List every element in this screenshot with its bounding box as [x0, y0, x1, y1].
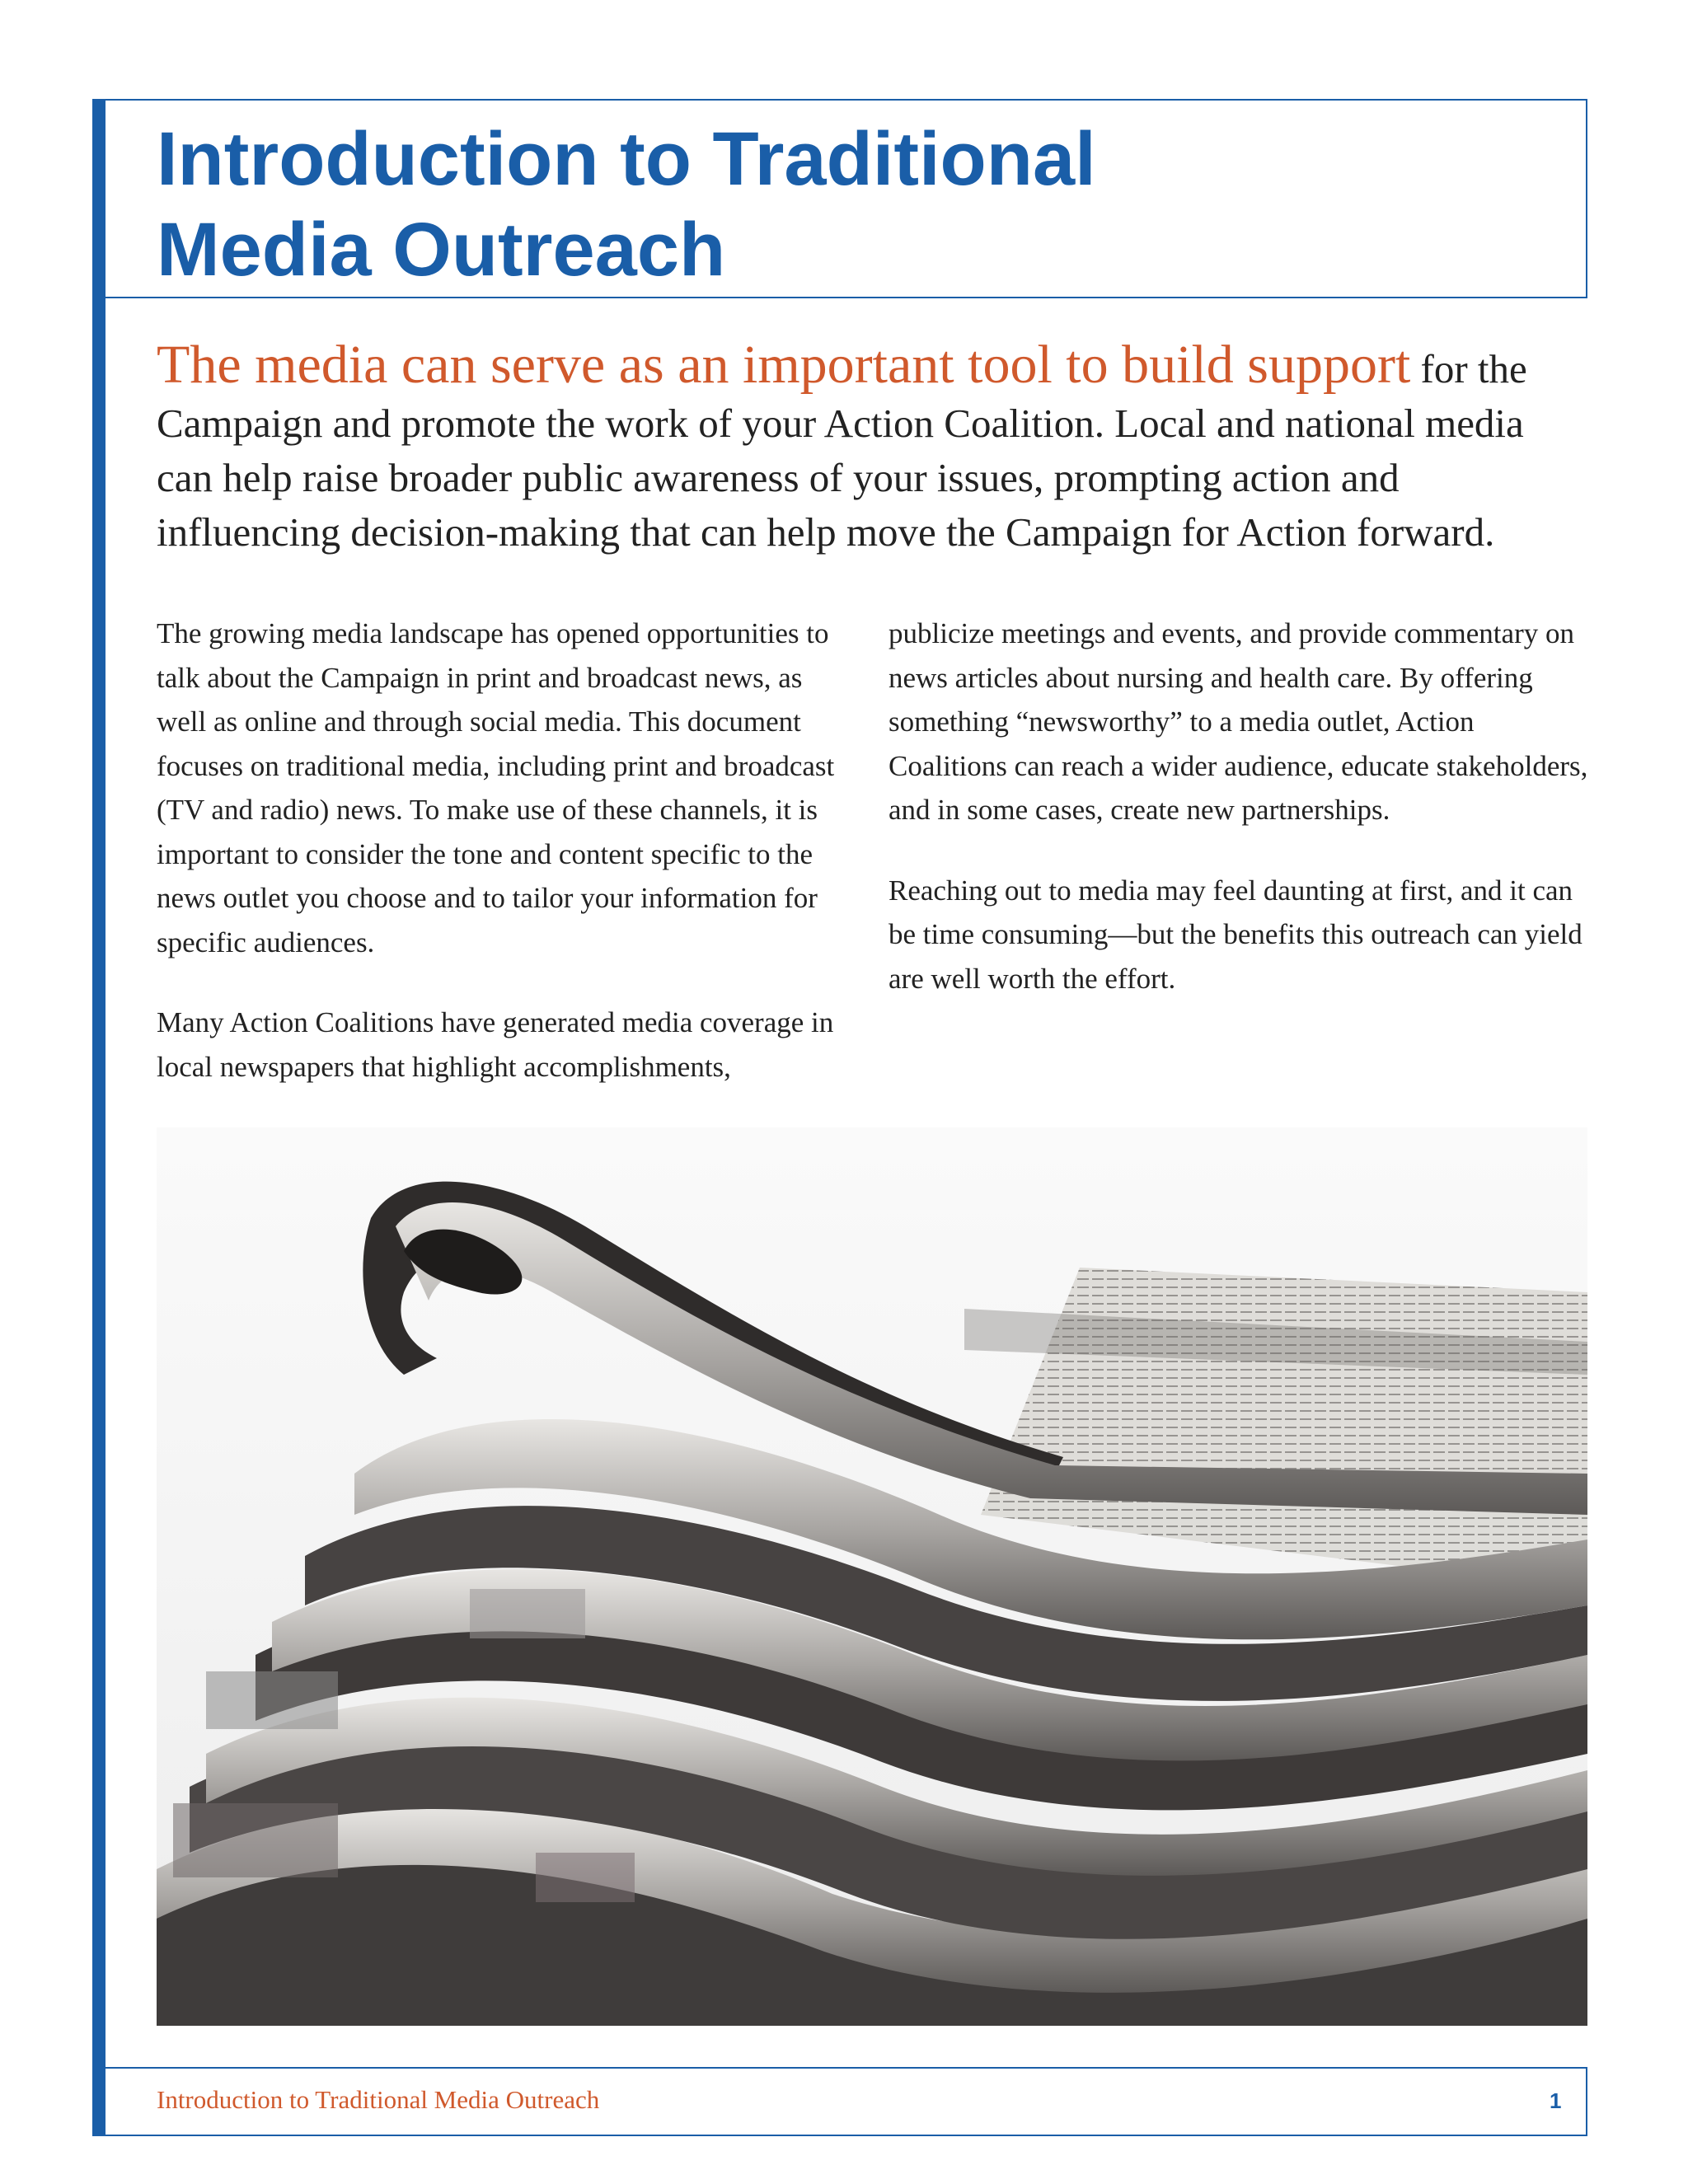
page-title-line-1: Introduction to Traditional — [157, 117, 1096, 201]
page-title-line-2: Media Outreach — [157, 208, 726, 292]
body-paragraph: The growing media landscape has opened opportunities to talk about the Campaign in print and broadcast news, as well as online and through social media. This document focuses on traditional media, including print and broadcast (TV and radio) news. To make use of these channels, it is important to consider the tone and content specific to the news outlet you choose and to tailor your information for specific audiences. — [157, 617, 835, 958]
page-title — [157, 114, 1393, 295]
right-column — [889, 612, 1591, 1037]
intro-body-text: for the Campaign and promote the work of your Action Coalition. Local and national media can help raise broader public awareness of your issues, prompting action and influencing decision-making that can help move the Campaign for Action forward. — [157, 346, 1527, 555]
body-paragraph: Reaching out to media may feel daunting at first, and it can be time consuming—but the benefits this outreach can yield are well worth the effort. — [889, 874, 1582, 995]
intro-paragraph — [157, 335, 1574, 560]
intro-accent-text: The media can serve as an important tool to build support — [157, 335, 1411, 395]
left-accent-rule — [92, 99, 106, 2136]
footer-title: Introduction to Traditional Media Outreach — [157, 2085, 600, 2114]
stacked-newspapers-photo — [157, 1127, 1587, 2026]
newspapers-illustration — [157, 1127, 1587, 2026]
left-column — [157, 612, 849, 1125]
body-paragraph: Many Action Coalitions have generated media coverage in local newspapers that highlight accomplishments, — [157, 1006, 834, 1083]
body-paragraph: publicize meetings and events, and provide commentary on news articles about nursing and health care. By offering something “newsworthy” to a media outlet, Action Coalitions can reach a wider audience, educate stakeholders, and in some cases, create new partnerships. — [889, 617, 1588, 826]
page-number: 1 — [1550, 2088, 1562, 2113]
